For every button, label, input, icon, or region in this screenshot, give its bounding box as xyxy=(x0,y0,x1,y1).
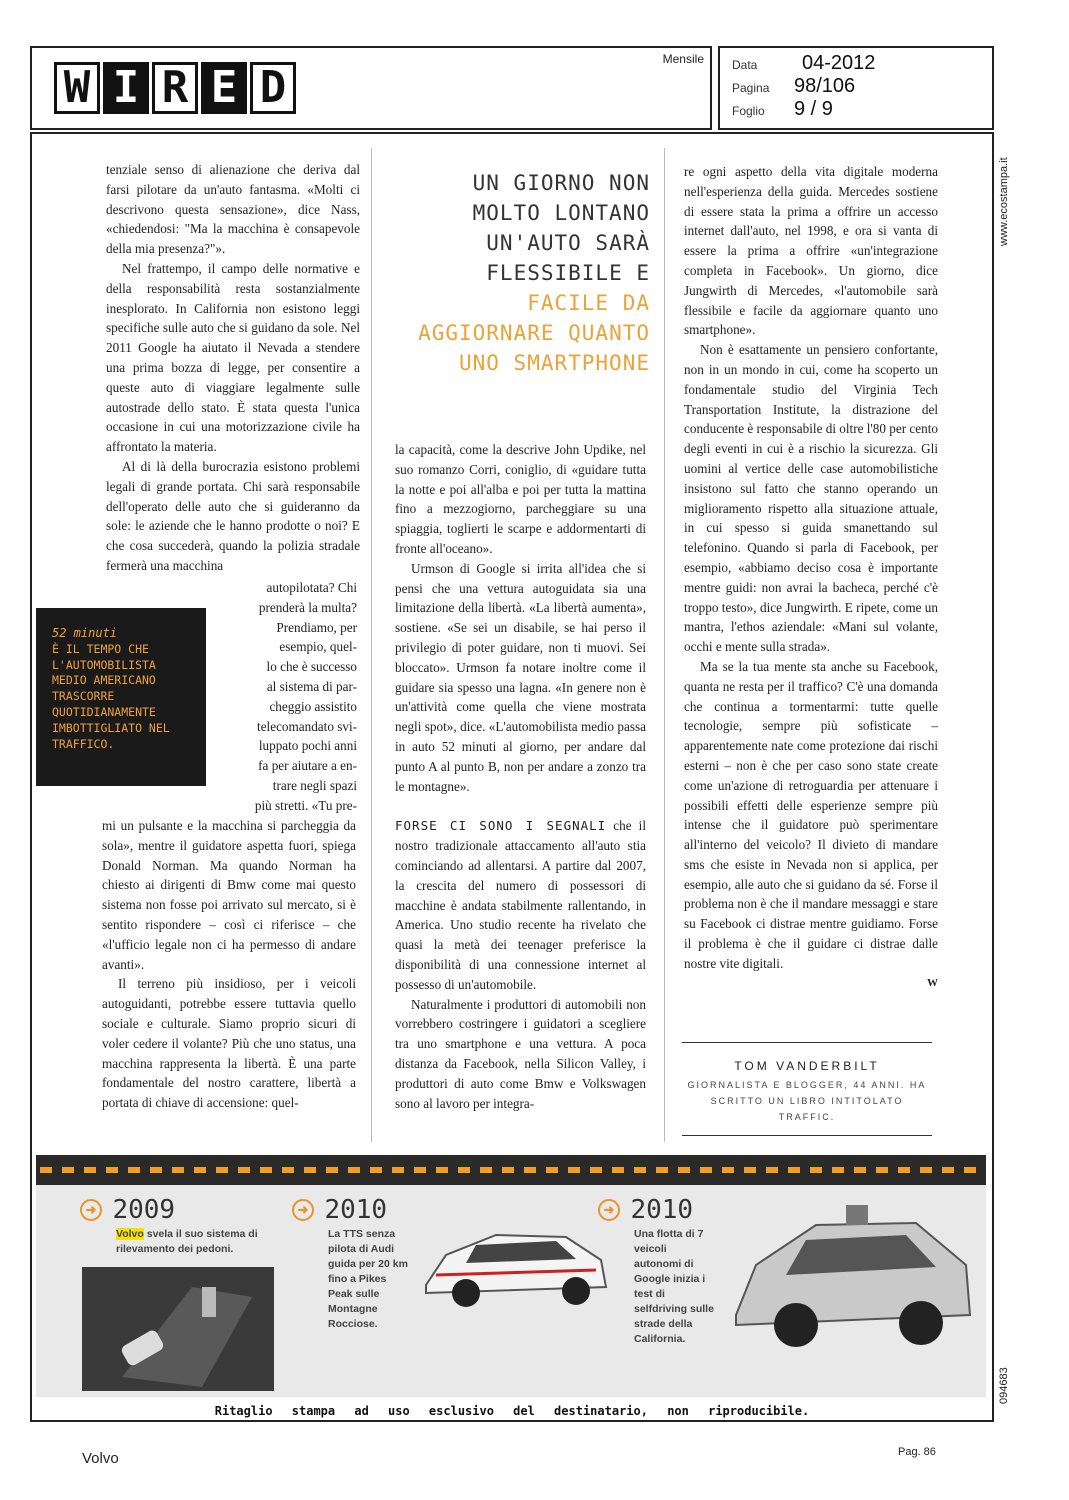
audi-car-image xyxy=(416,1215,616,1315)
text-line: trare negli spazi xyxy=(272,777,357,793)
text-line: fa per aiutare a en- xyxy=(258,758,357,774)
road-dash xyxy=(392,1167,404,1173)
paragraph: la capacità, come la descrive John Updike, nel suo romanzo Corri, coniglio, di «guidare tutta la notte e poi all'alba e poi per tutta la mattina fino a mezzogiorno, parcheggiare su una spiaggia, toglierti le scarpe e addormentarti di fronte all'oceano». xyxy=(395,442,646,556)
logo-letter: I xyxy=(103,62,149,114)
road-dash xyxy=(304,1167,316,1173)
logo-letter: R xyxy=(152,62,198,114)
road-dash xyxy=(172,1167,184,1173)
text-line: cheggio assistito xyxy=(269,698,357,714)
meta-row-pagina xyxy=(732,75,855,98)
road-dash xyxy=(414,1167,426,1173)
road-dash xyxy=(458,1167,470,1173)
road-dash xyxy=(326,1167,338,1173)
publication-meta xyxy=(718,46,994,130)
paragraph: tenziale senso di alienazione che deriva dal farsi pilotare da un'auto fantasma. «Molti ci descrivono questa sensazione», dice Nass, «chiedendosi: "Ma la macchina è consapevole della mia presenza?"». xyxy=(106,162,360,257)
pull-quote-gray: UN GIORNO NON MOLTO LONTANO UN'AUTO SARÀ FLESSIBILE E xyxy=(472,171,650,285)
author-desc: GIORNALISTA E BLOGGER, 44 ANNI. HA SCRITTO UN LIBRO INTITOLATO TRAFFIC. xyxy=(687,1080,927,1122)
meta-label: Pagina xyxy=(732,81,770,95)
timeline-desc: Una flotta di 7 veicoli autonomi di Google inizia i test di selfdriving sulle strade della California. xyxy=(634,1228,714,1345)
text-line: telecomandato svi- xyxy=(257,718,357,734)
road-dash xyxy=(480,1167,492,1173)
paragraph: Nel frattempo, il campo delle normative e della responsabilità resta sostanzialmente inesplorato. In California non esistono leggi specifiche sulle auto che si guidano da sole. Nel 2011 Google ha aiutato il Nevada a stendere una prima bozza di legge, per consentire a queste auto di viaggiare legalmente sulle autostrade dello stato. È stata questa l'unica occasione in cui una motorizzazione civile ha affrontato la materia. xyxy=(106,260,360,455)
road-dash xyxy=(40,1167,52,1173)
text-line: autopilotata? Chi xyxy=(266,580,357,595)
text-line: prenderà la multa? xyxy=(258,599,357,615)
road-dash xyxy=(370,1167,382,1173)
author-name: TOM VANDERBILT xyxy=(734,1059,880,1073)
road-dash xyxy=(898,1167,910,1173)
road-dash xyxy=(568,1167,580,1173)
road-dash xyxy=(788,1167,800,1173)
lead-in: FORSE CI SONO I SEGNALI xyxy=(395,818,607,834)
paragraph: re ogni aspetto della vita digitale moderna nell'esperienza della guida. Mercedes sostiene di essere stata la prima a offrire un accesso internet dall'auto, nel 1998, e ora si vanta di essere la prima a offrire «un'integrazione completa in Facebook». Un giorno, dice Jungwirth di Mercedes, «l'automobile sarà flessibile e facile da aggiornare quanto uno smartphone». xyxy=(684,164,938,338)
side-url: www.ecostampa.it xyxy=(998,157,1010,246)
logo-letter: D xyxy=(250,62,296,114)
side-code: 094683 xyxy=(998,1367,1010,1404)
paragraph: mi un pulsante e la macchina si parcheggia da sola», mentre il guidatore aspetta fuori, spiega Donald Norman. Ma quando Norman ha chiesto ai dirigenti di Bmw come mai questo sistema non fosse poi arrivato sul mercato, si è sentito rispondere – così ci riferisce – che «l'ufficio legale non ci ha permesso di andare avanti». xyxy=(102,818,356,972)
meta-value: 98/106 xyxy=(794,75,856,97)
road-dash xyxy=(260,1167,272,1173)
paragraph: Al di là della burocrazia esistono problemi legali di grande portata. Chi sarà responsabile dell'operato delle auto che si guideranno da sole: le aziende che le hanno prodotte o noi? E che cosa succederà, quando la polizia stradale fermerà una macchina xyxy=(106,458,360,573)
road-dash xyxy=(524,1167,536,1173)
road-dash xyxy=(744,1167,756,1173)
meta-value: 9 / 9 xyxy=(794,98,833,120)
road-dash xyxy=(128,1167,140,1173)
road-dash xyxy=(876,1167,888,1173)
road-dash xyxy=(634,1167,646,1173)
paragraph: Non è esattamente un pensiero confortante, non in un mondo in cui, come ha scoperto un fondamentale studio del Virginia Tech Transportation Institute, la distrazione del conducente è responsabile di oltre l'80 per cento degli eventi in cui è a rischio la sicurezza. Gli uomini al vertice delle case automobilistiche insistono sul fatto che stanno operando un miglioramento rispetto alla situazione attuale, in cui spesso si guida smanettando sul telefonino. Quando si parla di Facebook, per esempio, «abbiamo deciso cosa è importante mentre guidi: non avrai la bacheca, perché c'è troppo testo», dice Jungwirth. E ripete, come un mantra, l'ethos aziendale: «Mani sul volante, occhi e mente sulla strada». xyxy=(684,342,938,655)
road-dash xyxy=(656,1167,668,1173)
arrow-right-icon: ➜ xyxy=(80,1199,102,1221)
timeline-desc: svela il suo sistema di rilevamento dei pedoni. xyxy=(116,1228,258,1255)
road-dash xyxy=(84,1167,96,1173)
road-dash xyxy=(194,1167,206,1173)
meta-label: Foglio xyxy=(732,104,765,118)
road-dash xyxy=(216,1167,228,1173)
pull-quote xyxy=(400,168,650,378)
timeline-year: 2010 xyxy=(630,1195,694,1225)
road-dash xyxy=(942,1167,954,1173)
road-dash xyxy=(722,1167,734,1173)
timeline-item xyxy=(80,1195,270,1257)
paragraph: Naturalmente i produttori di automobili non vorrebbero costringere i guidatori a scegliere tra uno smartphone e una vettura. A poca distanza da Facebook, nella Silicon Valley, i produttori di auto come Bmw e Volkswagen sono al lavoro per integra- xyxy=(395,996,646,1111)
frequency-label: Mensile xyxy=(662,52,704,66)
author-byline xyxy=(682,1042,932,1136)
text-line: al sistema di par- xyxy=(266,678,357,694)
stat-box xyxy=(36,608,206,786)
page-number: Pag. 86 xyxy=(898,1446,936,1458)
road-dash xyxy=(282,1167,294,1173)
timeline-text xyxy=(116,1227,270,1257)
road-dash xyxy=(920,1167,932,1173)
road-dash xyxy=(854,1167,866,1173)
car-illustration xyxy=(82,1267,274,1391)
arrow-right-icon: ➜ xyxy=(598,1199,620,1221)
text-line: più stretti. «Tu pre- xyxy=(254,797,357,813)
road-dash xyxy=(832,1167,844,1173)
logo-letter: E xyxy=(201,62,247,114)
timeline-strip xyxy=(36,1155,986,1397)
article-column-1-cont xyxy=(102,816,356,1113)
masthead xyxy=(30,46,712,130)
stat-text: È IL TEMPO CHE L'AUTOMOBILISTA MEDIO AMERICANO TRASCORRE QUOTIDIANAMENTE IMBOTTIGLIATO NEL TRAFFICO. xyxy=(52,641,170,751)
road-dash xyxy=(590,1167,602,1173)
paragraph: Ma se la tua mente sta anche su Facebook, quanta ne resta per il traffico? C'è una domanda che continua a tormentarmi: tutte quelle tecnologie, sempre più sofisticate – apparentemente nate come protezione dai rischi esterni – non è che per caso sono state create come un'azione di retroguardia per attenuare i possibili effetti delle esperienze sempre più intense che il guidatore può sperimentare all'interno del veicolo? Il divieto di mandare sms che esiste in Nevada non si applica, per esempio, alle auto che si guidano da sé. Forse il problema non è che il mandare messaggi e stare su Facebook ci distrae mentre guidiamo. Forse il problema è che il guidare ci distrae dalle nostre vite digitali. xyxy=(684,658,938,971)
meta-value: 04-2012 xyxy=(802,52,876,74)
column-rule xyxy=(664,148,665,1142)
timeline-desc: La TTS senza pilota di Audi guida per 20 km fino a Pikes Peak sulle Montagne Rocciose. xyxy=(328,1228,408,1330)
timeline-year: 2009 xyxy=(112,1195,176,1225)
road-dash xyxy=(964,1167,976,1173)
road-dash xyxy=(348,1167,360,1173)
meta-row-data xyxy=(732,52,875,75)
road-dash xyxy=(150,1167,162,1173)
google-car-illustration xyxy=(726,1195,976,1365)
section-lead-paragraph xyxy=(395,816,646,994)
wired-logo xyxy=(54,62,296,114)
audi-car-illustration xyxy=(416,1215,616,1315)
road-dash xyxy=(436,1167,448,1173)
wrapped-text xyxy=(242,578,357,816)
arrow-right-icon: ➜ xyxy=(292,1199,314,1221)
road-dash xyxy=(238,1167,250,1173)
copyright-notice: Ritaglio stampa ad uso esclusivo del destinatario, non riproducibile. xyxy=(214,1404,810,1418)
text-line: Prendiamo, per xyxy=(276,619,357,635)
article-column-3 xyxy=(684,162,938,993)
road-dash xyxy=(700,1167,712,1173)
road-dash xyxy=(766,1167,778,1173)
road-dash xyxy=(62,1167,74,1173)
google-car-image xyxy=(726,1195,976,1365)
road-dash xyxy=(612,1167,624,1173)
road-dash xyxy=(502,1167,514,1173)
meta-row-foglio xyxy=(732,98,833,121)
paragraph: Urmson di Google si irrita all'idea che si pensi che una vettura autoguidata sia una limitazione della libertà. «La libertà aumenta», sostiene. «Se sei un disabile, se hai perso il privilegio di poter guidare, non ti muovi. Sei bloccato». Urmson fa notare inoltre come il guidare sia spesso una lagna. «In genere non è un'attività come quella che viene mostrata negli spot», dice. «L'automobilista medio passa in auto 52 minuti al giorno, per andare dal punto A al punto B, non per andare a zonzo tra le montagne». xyxy=(395,560,646,794)
pull-quote-orange: FACILE DA AGGIORNARE QUANTO UNO SMARTPHONE xyxy=(418,291,650,375)
article-column-2 xyxy=(395,440,646,1113)
end-mark: W xyxy=(927,976,938,989)
meta-label: Data xyxy=(732,58,758,72)
logo-letter: W xyxy=(54,62,100,114)
road-dash xyxy=(810,1167,822,1173)
text-line: luppato pochi anni xyxy=(258,738,357,754)
text-line: lo che è successo xyxy=(266,659,357,675)
stat-title: 52 minuti xyxy=(52,626,118,640)
timeline-year: 2010 xyxy=(324,1195,388,1225)
client-name: Volvo xyxy=(82,1450,119,1467)
column-rule xyxy=(371,148,372,1142)
lead-rest: che il nostro tradizionale attaccamento all'auto stia cominciando ad allentarsi. A partire dal 2007, la crescita del numero di possessori di macchine è andata stabilmente rallentando, in America. Uno studio recente ha rivelato che quasi la metà dei teenager preferisce la disponibilità di una connessione internet al possesso di un'automobile. xyxy=(395,818,646,992)
pedestrian-detection-image xyxy=(82,1267,274,1391)
brand-highlight: Volvo xyxy=(116,1228,144,1240)
road-graphic xyxy=(36,1155,986,1185)
article-column-1 xyxy=(106,160,360,576)
road-dash xyxy=(678,1167,690,1173)
road-dash xyxy=(106,1167,118,1173)
paragraph: Il terreno più insidioso, per i veicoli autoguidanti, potrebbe essere tuttavia quello sociale e culturale. Siamo proprio sicuri di voler cedere il volante? Più che uno status, una macchina rappresenta la libertà. È una parte fondamentale del nostro carattere, libertà a portata di chiave di accensione: quel- xyxy=(102,976,356,1111)
text-line: esempio, quel- xyxy=(279,639,357,655)
road-dash xyxy=(546,1167,558,1173)
